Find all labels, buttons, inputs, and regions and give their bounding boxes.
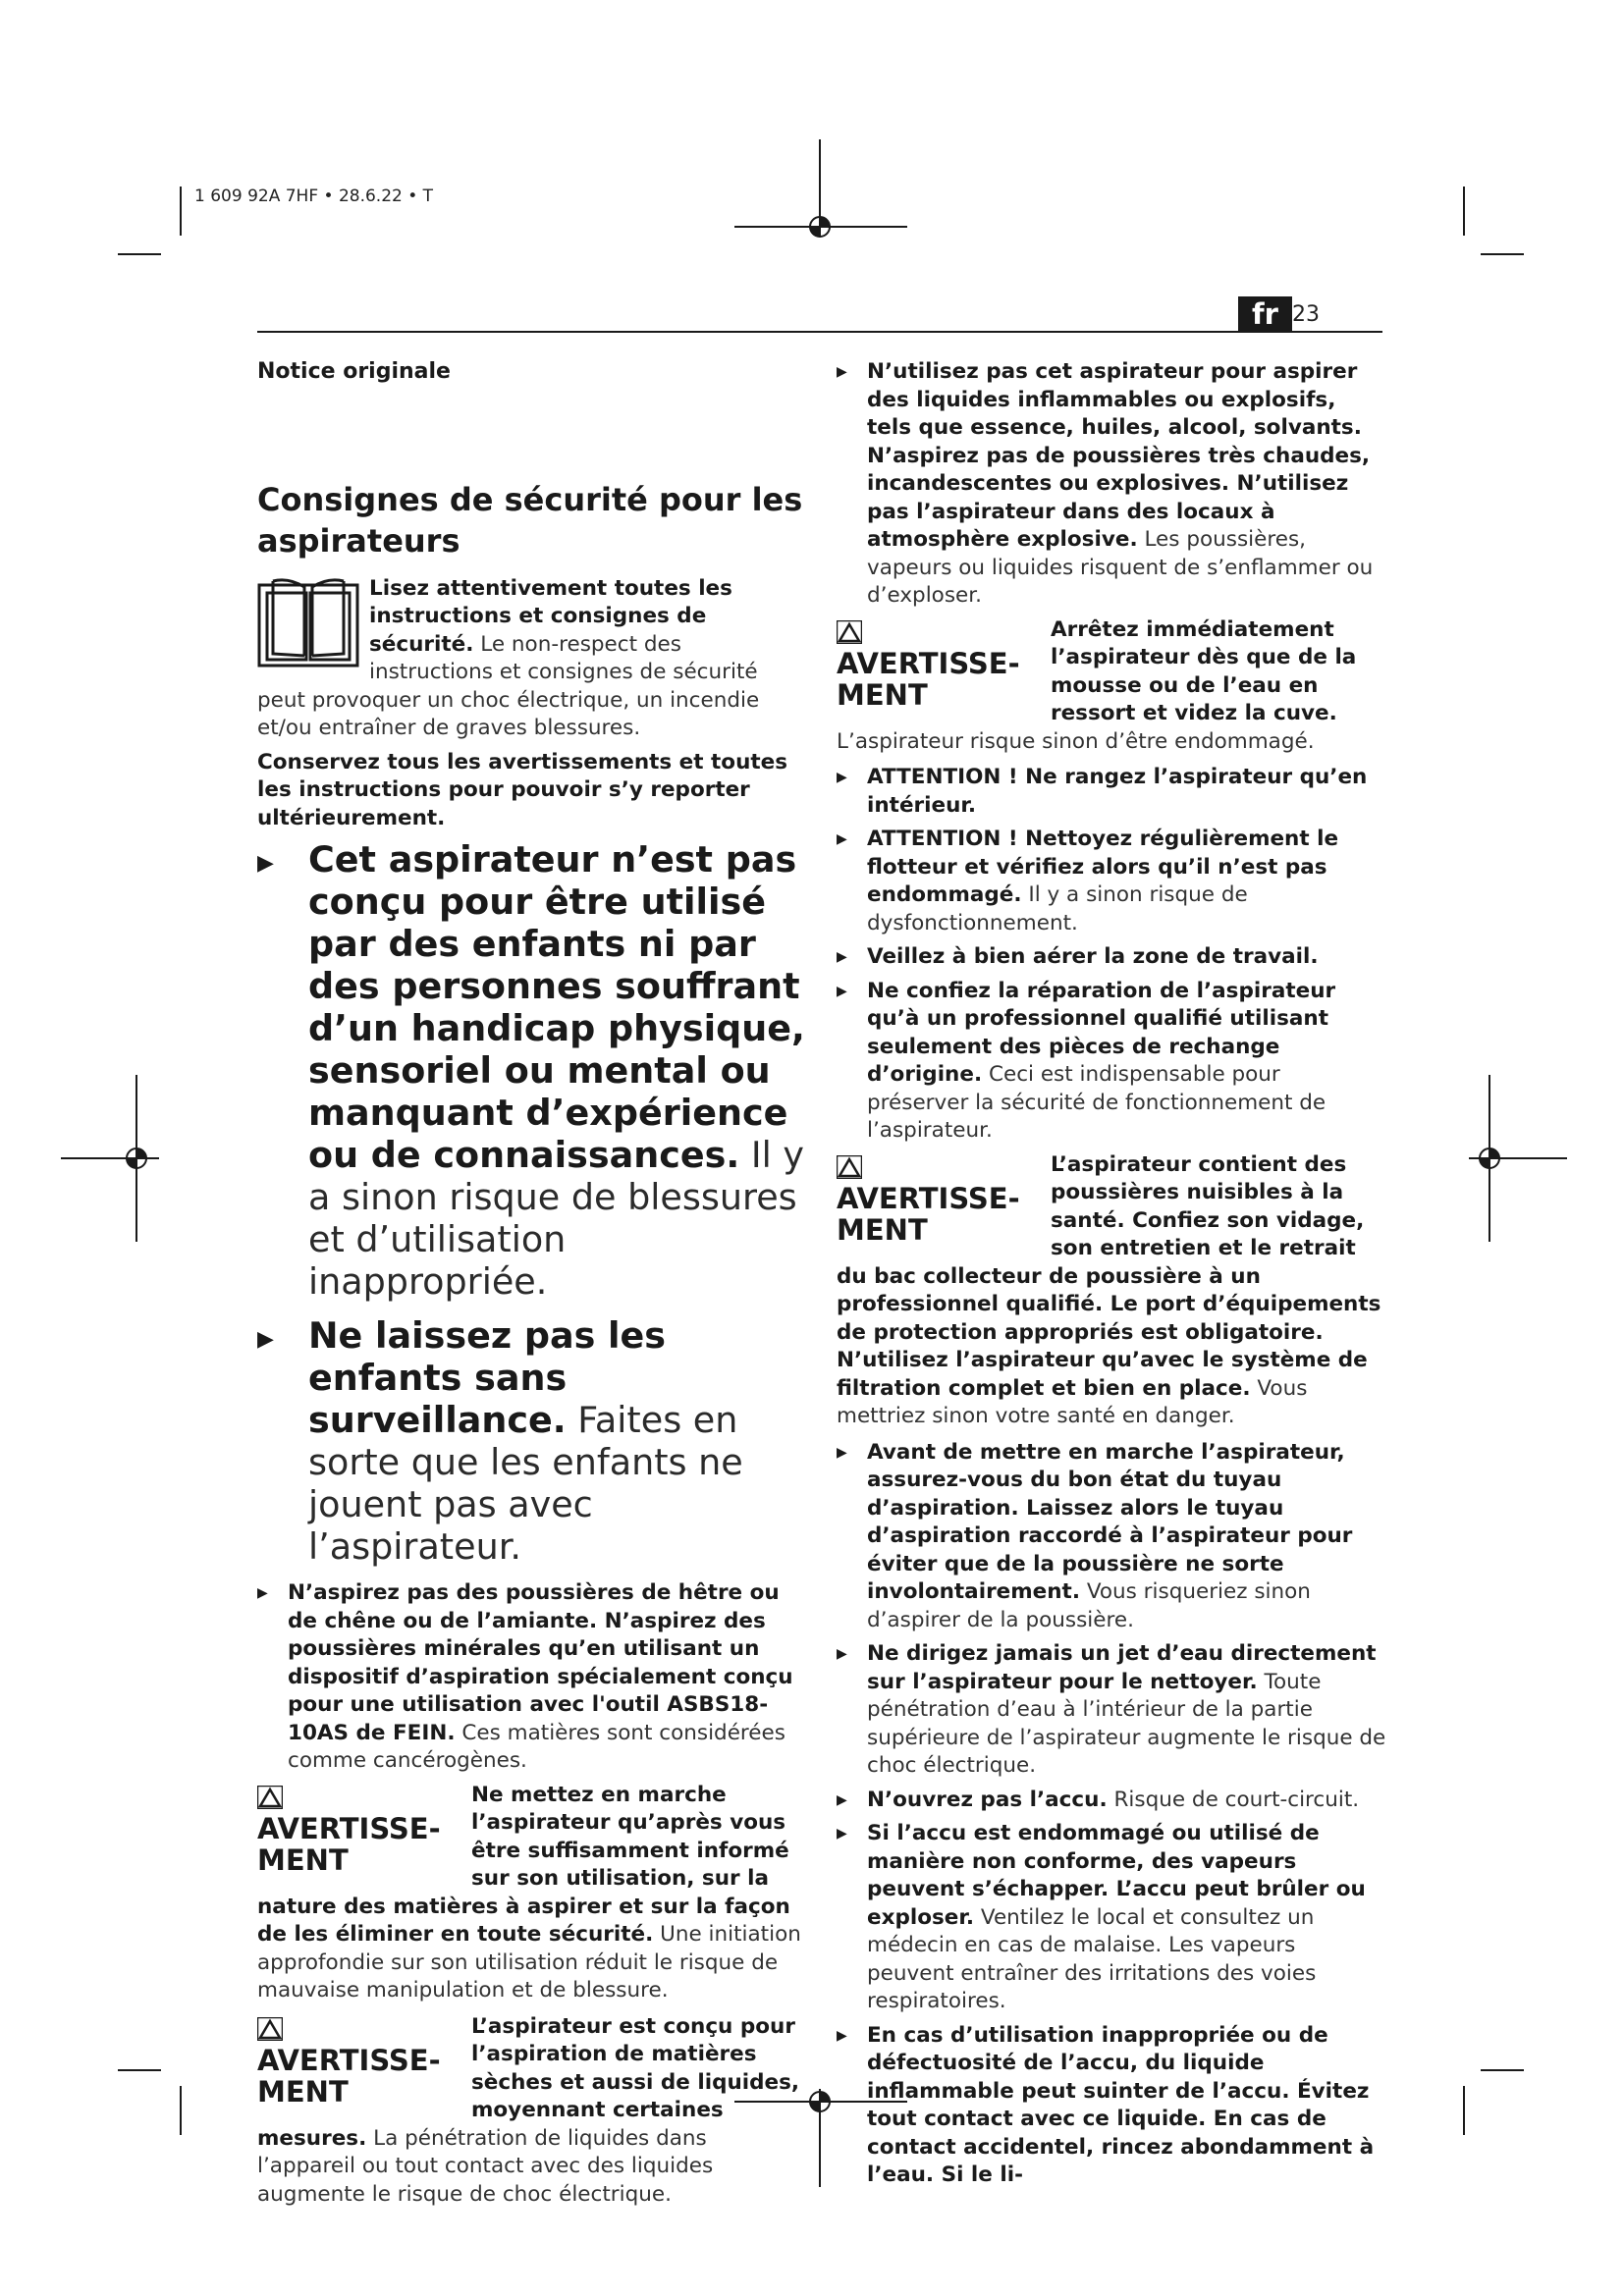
registration-target-icon: [122, 1144, 151, 1173]
bullet-repair: [837, 978, 1386, 1146]
warning-label-line2: MENT: [257, 1842, 349, 1877]
bullet-battery-open: [837, 1787, 1386, 1815]
bullet-children-use: [257, 838, 807, 1303]
bullet-bold: Ne laissez pas les enfants sans surveillance.: [308, 1314, 667, 1441]
right-column: [837, 358, 1386, 2196]
read-instructions-bold: Lisez attentivement toutes les instructions et consignes de sécurité.: [369, 575, 732, 657]
bullet-storage: [837, 764, 1386, 820]
bullet-normal: Ventilez le local et consultez un médecin en cas de malaise. Les vapeurs peuvent entraîner des irritations des voies respiratoires.: [867, 1904, 1317, 2013]
bullet-water-jet: [837, 1640, 1386, 1781]
registration-target-icon: [1475, 1144, 1504, 1173]
crop-mark: [1463, 187, 1465, 236]
warning-block-dust: [837, 1151, 1386, 1431]
bullet-float: [837, 826, 1386, 937]
warning-block-instruction: [257, 1782, 807, 2005]
bullet-bold: Si l’accu est endommagé ou utilisé de manière non conforme, des vapeurs peuvent s’échapper. L’accu peut brûler ou exploser.: [867, 1821, 1366, 1930]
warning-label-line1: AVERTISSE-: [257, 2043, 441, 2077]
bullet-bold: N’utilisez pas cet aspirateur pour aspirer des liquides inflammables ou explosifs, tels que essence, huiles, alcool, solvants. N’aspirez pas de poussières très chaudes, incandescentes ou explosives. N’utilisez pas l’aspirateur dans des locaux à atmosphère explosive.: [867, 359, 1371, 552]
bullet-hose: [837, 1439, 1386, 1635]
bullet-bold: Ne confiez la réparation de l’aspirateur qu’à un professionnel qualifié utilisant seulement des pièces de rechange d’origine.: [867, 978, 1336, 1087]
bullet-ventilation: [837, 943, 1386, 972]
bullet-bold: Cet aspirateur n’est pas conçu pour être utilisé par des enfants ni par des personnes souffrant d’un handicap physique, sensoriel ou mental ou manquant d’expérience ou de connaissances.: [308, 838, 805, 1176]
bullet-normal: Les poussières, vapeurs ou liquides risquent de s’enflammer ou d’exploser.: [867, 527, 1374, 608]
bullet-bold: N’ouvrez pas l’accu.: [867, 1787, 1108, 1812]
bullet-normal: Risque de court-circuit.: [1107, 1787, 1360, 1812]
warning-label: [257, 1782, 463, 1876]
warning-label-line2: MENT: [257, 2074, 349, 2109]
bullet-bold: N’aspirez pas des poussières de hêtre ou de chêne ou de l’amiante. N’aspirez des poussières minérales qu’en utilisant un dispositif d’aspiration spécialement conçu pour une utilisation avec l'outil ASBS18-10AS de FEIN.: [288, 1580, 793, 1745]
book-icon: [257, 575, 359, 669]
page-number: 23: [1292, 302, 1320, 327]
bullet-normal: Faites en sorte que les enfants ne jouent pas avec l’aspirateur.: [308, 1399, 743, 1568]
bullet-normal: Toute pénétration d’eau à l’intérieur de la partie supérieure de l’aspirateur augmente le risque de choc électrique.: [867, 1669, 1386, 1778]
crop-mark: [118, 2069, 161, 2071]
bullet-battery-vapours: [837, 1820, 1386, 2016]
warning-label-line2: MENT: [837, 677, 928, 712]
bullet-normal: Ceci est indispensable pour préserver la sécurité de fonctionnement de l’aspirateur.: [867, 1062, 1326, 1143]
warning-normal: L’aspirateur risque sinon d’être endommagé.: [837, 728, 1315, 754]
crop-mark: [180, 2086, 182, 2135]
warning-bold: Ne mettez en marche l’aspirateur qu’après vous être suffisamment informé sur son utilisation, sur la nature des matières à aspirer et sur la façon de les éliminer en toute sécurité.: [257, 1782, 790, 1947]
crop-mark: [1481, 2069, 1524, 2071]
crop-mark: [1481, 253, 1524, 255]
warning-label-line2: MENT: [837, 1212, 928, 1247]
language-tag: fr: [1238, 296, 1292, 332]
warning-bold: L’aspirateur contient des poussières nuisibles à la santé. Confiez son vidage, son entretien et le retrait du bac collecteur de poussière à un professionnel qualifié. Le port d’équipements de protection appropriés est obligatoire. N’utilisez l’aspirateur qu’avec le système de filtration complet et bien en place.: [837, 1151, 1381, 1401]
bullet-normal: Ces matières sont considérées comme cancérogènes.: [288, 1720, 785, 1773]
warning-label-line1: AVERTISSE-: [837, 646, 1020, 680]
header-rule: [257, 331, 1382, 333]
warning-label-line1: AVERTISSE-: [837, 1181, 1020, 1215]
bullet-children-supervision: [257, 1314, 807, 1568]
warning-block-foam: [837, 616, 1386, 757]
registration-target-icon: [805, 2087, 835, 2116]
warning-label: [837, 616, 1043, 711]
bullet-bold: Avant de mettre en marche l’aspirateur, assurez-vous du bon état du tuyau d’aspiration. Laissez alors le tuyau d’aspiration raccordé à l’aspirateur pour éviter que de la poussière ne sorte involontairement.: [867, 1439, 1353, 1604]
bullet-normal: Il y a sinon risque de blessures et d’utilisation inappropriée.: [308, 1134, 804, 1303]
warning-triangle-icon: [837, 620, 862, 644]
notice-heading: Notice originale: [257, 359, 451, 384]
warning-normal: Vous mettriez sinon votre santé en danger.: [837, 1375, 1308, 1428]
bullet-dust: [257, 1579, 807, 1776]
bullet-normal: Il y a sinon risque de dysfonctionnement.: [867, 882, 1248, 935]
warning-block-liquids: [257, 2013, 807, 2210]
crop-mark: [1463, 2086, 1465, 2135]
keep-instructions: Conservez tous les avertissements et toutes les instructions pour pouvoir s’y reporter ultérieurement.: [257, 749, 788, 830]
bullet-bold: Veillez à bien aérer la zone de travail.: [867, 944, 1319, 969]
warning-triangle-icon: [257, 1786, 283, 1809]
bullet-bold: Ne dirigez jamais un jet d’eau directement sur l’aspirateur pour le nettoyer.: [867, 1641, 1377, 1694]
bullet-battery-liquid: [837, 2022, 1386, 2190]
warning-bold: L’aspirateur est conçu pour l’aspiration de matières sèches et aussi de liquides, moyennant certaines mesures.: [257, 2013, 800, 2151]
read-instructions-normal: Le non-respect des instructions et consignes de sécurité peut provoquer un choc électrique, un incendie et/ou entraîner de graves blessures.: [257, 631, 760, 740]
bullet-bold: En cas d’utilisation inappropriée ou de défectuosité de l’accu, du liquide inflammable peut suinter de l’accu. Évitez tout contact avec ce liquide. En cas de contact accidentel, rincez abondamment à l’eau. Si le li-: [867, 2022, 1375, 2187]
warning-triangle-icon: [257, 2017, 283, 2041]
warning-bold: Arrêtez immédiatement l’aspirateur dès que de la mousse ou de l’eau en ressort et videz la cuve.: [1051, 616, 1357, 725]
read-instructions-block: [257, 575, 807, 743]
crop-mark: [118, 253, 161, 255]
warning-triangle-icon: [837, 1155, 862, 1179]
print-slug: 1 609 92A 7HF • 28.6.22 • T: [194, 187, 434, 206]
warning-label-line1: AVERTISSE-: [257, 1811, 441, 1845]
bullet-bold: ATTENTION ! Nettoyez régulièrement le flotteur et vérifiez alors qu’il n’est pas endommagé.: [867, 827, 1339, 907]
bullet-bold: ATTENTION ! Ne rangez l’aspirateur qu’en intérieur.: [867, 765, 1368, 818]
warning-label: [837, 1151, 1043, 1246]
crop-mark: [180, 187, 182, 236]
bullet-flammable: [837, 358, 1386, 611]
registration-target-icon: [805, 212, 835, 241]
warning-normal: Une initiation approfondie sur son utilisation réduit le risque de mauvaise manipulation et de blessure.: [257, 1922, 801, 2002]
section-title: Consignes de sécurité pour les aspirateurs: [257, 480, 803, 560]
bullet-normal: Vous risqueriez sinon d’aspirer de la poussière.: [867, 1579, 1311, 1632]
warning-label: [257, 2013, 463, 2108]
warning-normal: La pénétration de liquides dans l’appareil ou tout contact avec des liquides augmente le risque de choc électrique.: [257, 2125, 714, 2207]
left-column: [257, 358, 807, 2216]
